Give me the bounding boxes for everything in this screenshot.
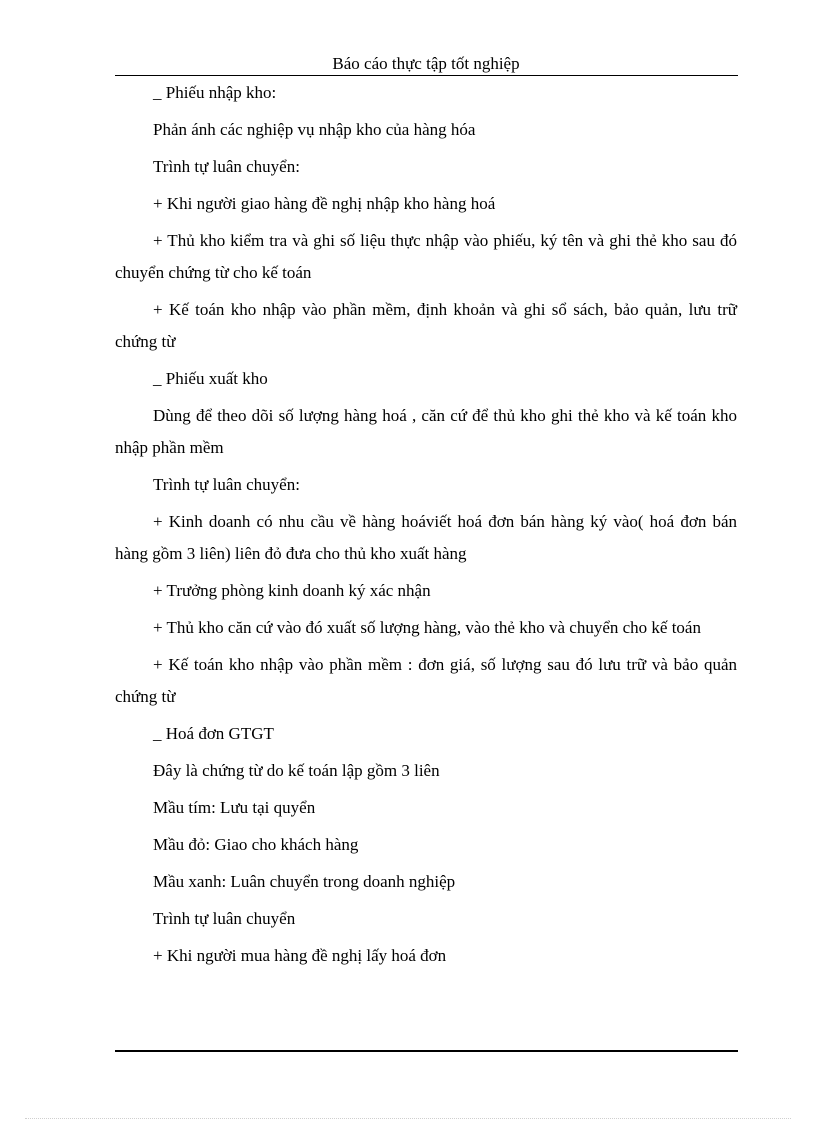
header-rule xyxy=(115,75,738,76)
document-body xyxy=(115,77,737,977)
paragraph: Trình tự luân chuyển xyxy=(153,909,296,928)
paragraph: Trình tự luân chuyển: xyxy=(153,475,300,494)
paragraph: + Thủ kho kiểm tra và ghi số liệu thực nhập vào phiếu, ký tên và ghi thẻ kho sau đó chuyển chứng từ cho kế toán xyxy=(115,231,737,282)
paragraph: + Khi người giao hàng đề nghị nhập kho hàng hoá xyxy=(153,194,496,213)
paragraph: _ Hoá đơn GTGT xyxy=(153,724,274,743)
paragraph: _ Phiếu nhập kho: xyxy=(153,83,277,102)
paragraph: + Kế toán kho nhập vào phần mềm : đơn giá, số lượng sau đó lưu trữ và bảo quản chứng từ xyxy=(115,655,737,706)
paragraph: Mầu tím: Lưu tại quyển xyxy=(153,798,316,817)
page-bottom-edge xyxy=(25,1118,791,1119)
paragraph: Mầu xanh: Luân chuyển trong doanh nghiệp xyxy=(153,872,456,891)
paragraph: + Thủ kho căn cứ vào đó xuất số lượng hàng, vào thẻ kho và chuyển cho kế toán xyxy=(153,618,701,637)
paragraph: Mầu đỏ: Giao cho khách hàng xyxy=(153,835,359,854)
paragraph: Trình tự luân chuyển: xyxy=(153,157,300,176)
paragraph: Đây là chứng từ do kế toán lập gồm 3 liên xyxy=(153,761,440,780)
footer-rule xyxy=(115,1050,738,1052)
paragraph: + Trưởng phòng kinh doanh ký xác nhận xyxy=(153,581,431,600)
paragraph: + Kinh doanh có nhu cầu về hàng hoáviết hoá đơn bán hàng ký vào( hoá đơn bán hàng gồm 3 liên) liên đỏ đưa cho thủ kho xuất hàng xyxy=(115,512,737,563)
paragraph: Phản ánh các nghiệp vụ nhập kho của hàng hóa xyxy=(153,120,476,139)
paragraph: + Khi người mua hàng đề nghị lấy hoá đơn xyxy=(153,946,447,965)
paragraph: + Kế toán kho nhập vào phần mềm, định khoản và ghi sổ sách, bảo quản, lưu trữ chứng từ xyxy=(115,300,737,351)
paragraph: Dùng để theo dõi số lượng hàng hoá , căn cứ để thủ kho ghi thẻ kho và kế toán kho nhập phần mềm xyxy=(115,406,737,457)
paragraph: _ Phiếu xuất kho xyxy=(153,369,268,388)
page-header: Báo cáo thực tập tốt nghiệp xyxy=(332,54,520,73)
